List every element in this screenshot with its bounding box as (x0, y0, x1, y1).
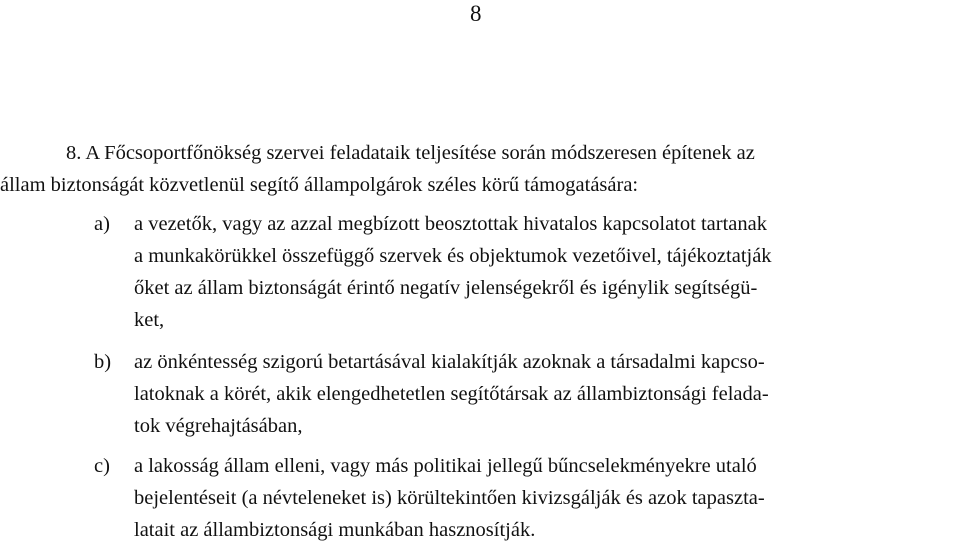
page-number: 8 (470, 1, 482, 26)
intro-line-1: 8. A Főcsoportfőnökség szervei feladataik teljesítése során módszeresen építenek az (66, 142, 755, 164)
list-item-text (134, 450, 960, 546)
text-line: latait az állambiztonsági munkában hasznosítják. (134, 519, 536, 541)
list-marker: b) (94, 351, 112, 373)
text-line: a vezetők, vagy az azzal megbízott beosztottak hivatalos kapcsolatot tartanak (134, 213, 767, 235)
list-marker: a) (94, 213, 110, 235)
text-line: bejelentéseit (a névteleneket is) körültekintően kivizsgálják és azok tapaszta- (134, 487, 765, 509)
text-line: a lakosság állam elleni, vagy más politikai jellegű bűncselekményekre utaló (134, 455, 757, 477)
intro-line-2: állam biztonságát közvetlenül segítő állampolgárok széles körű támogatására: (0, 174, 639, 196)
list-item-text (134, 346, 960, 442)
list-marker: c) (94, 455, 110, 477)
text-line: tok végrehajtásában, (134, 415, 303, 437)
text-line: ket, (134, 309, 165, 331)
text-line: az önkéntesség szigorú betartásával kialakítják azoknak a társadalmi kapcso- (134, 351, 765, 373)
text-line: őket az állam biztonságát érintő negatív jelenségekről és igénylik segítségü- (134, 277, 758, 299)
text-line: a munkakörükkel összefüggő szervek és objektumok vezetőivel, tájékoztatják (134, 245, 772, 267)
text-line: latoknak a körét, akik elengedhetetlen segítőtársak az állambiztonsági felada- (134, 383, 769, 405)
intro-paragraph (0, 137, 960, 201)
list-item-text (134, 208, 960, 336)
